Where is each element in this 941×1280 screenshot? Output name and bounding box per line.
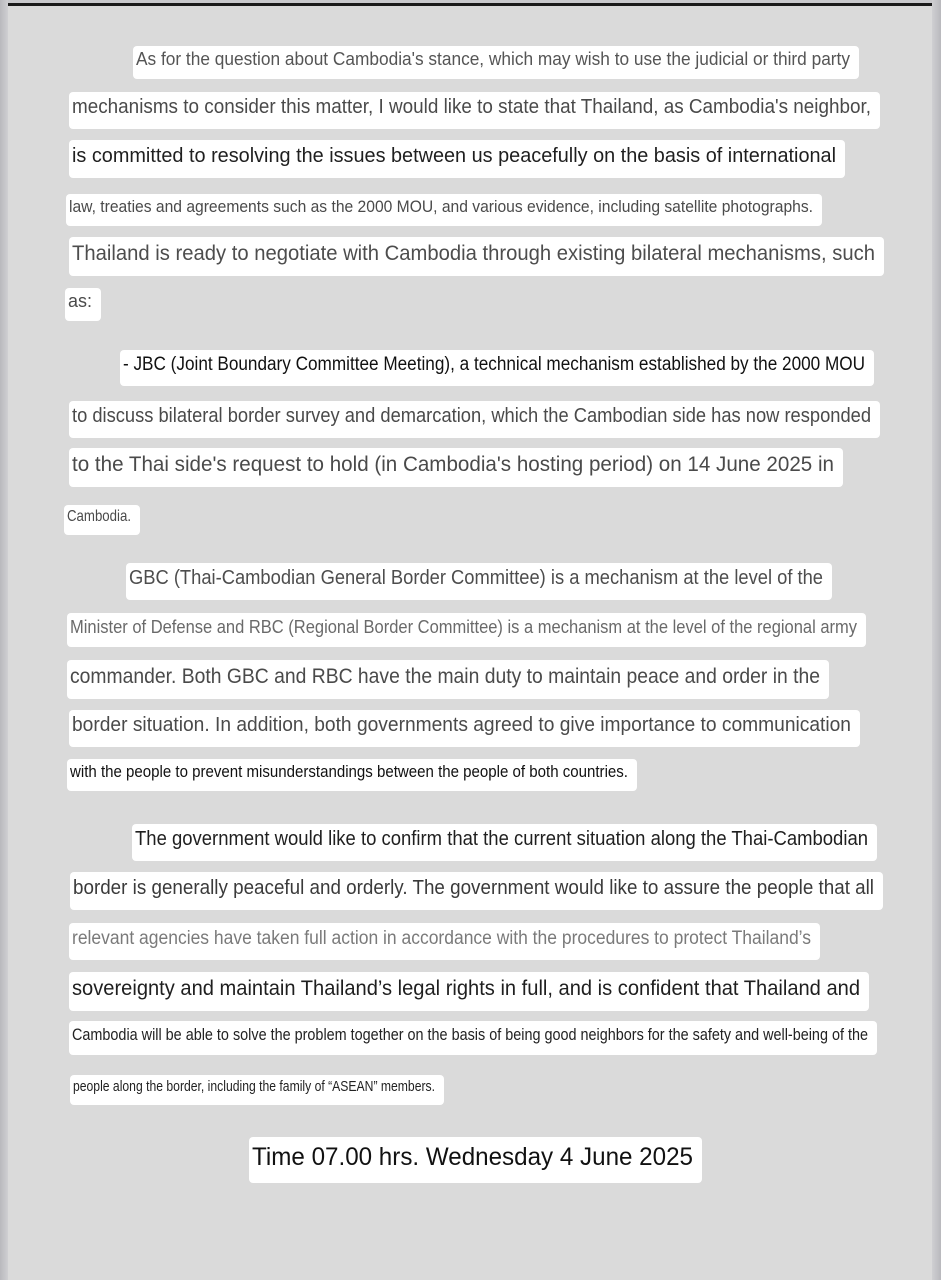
text-line: Minister of Defense and RBC (Regional Border Committee) is a mechanism at the level of the regional army <box>67 613 866 647</box>
text-line: to the Thai side's request to hold (in Cambodia's hosting period) on 14 June 2025 in <box>69 448 843 487</box>
text-line: relevant agencies have taken full action in accordance with the procedures to protect Thailand’s <box>69 923 820 960</box>
page-edge-right <box>932 0 941 1280</box>
text-line: people along the border, including the family of “ASEAN” members. <box>70 1075 444 1105</box>
text-line: As for the question about Cambodia's stance, which may wish to use the judicial or third party <box>133 46 859 79</box>
text-line: sovereignty and maintain Thailand’s legal rights in full, and is confident that Thailand and <box>69 972 869 1011</box>
text-line: as: <box>65 288 101 321</box>
timestamp: Time 07.00 hrs. Wednesday 4 June 2025 <box>249 1137 702 1183</box>
text-line: border is generally peaceful and orderly. The government would like to assure the people that all <box>70 872 883 910</box>
text-line: is committed to resolving the issues between us peacefully on the basis of international <box>69 140 845 178</box>
text-line: Thailand is ready to negotiate with Cambodia through existing bilateral mechanisms, such <box>69 237 884 276</box>
text-line: border situation. In addition, both governments agreed to give importance to communication <box>69 710 860 747</box>
text-line: GBC (Thai-Cambodian General Border Committee) is a mechanism at the level of the <box>126 563 832 600</box>
text-line: to discuss bilateral border survey and demarcation, which the Cambodian side has now responded <box>69 401 880 438</box>
text-line: law, treaties and agreements such as the 2000 MOU, and various evidence, including satellite photographs. <box>66 194 822 226</box>
page-edge-left <box>0 0 8 1280</box>
text-line: mechanisms to consider this matter, I would like to state that Thailand, as Cambodia's neighbor, <box>69 92 880 129</box>
text-line: commander. Both GBC and RBC have the main duty to maintain peace and order in the <box>67 660 829 699</box>
text-line: - JBC (Joint Boundary Committee Meeting), a technical mechanism established by the 2000 MOU <box>120 350 874 386</box>
text-line: The government would like to confirm that the current situation along the Thai-Cambodian <box>132 824 877 861</box>
text-line: Cambodia will be able to solve the problem together on the basis of being good neighbors for the safety and well-being of the <box>69 1021 877 1055</box>
text-line: with the people to prevent misunderstandings between the people of both countries. <box>67 759 637 791</box>
text-line: Cambodia. <box>64 505 140 535</box>
